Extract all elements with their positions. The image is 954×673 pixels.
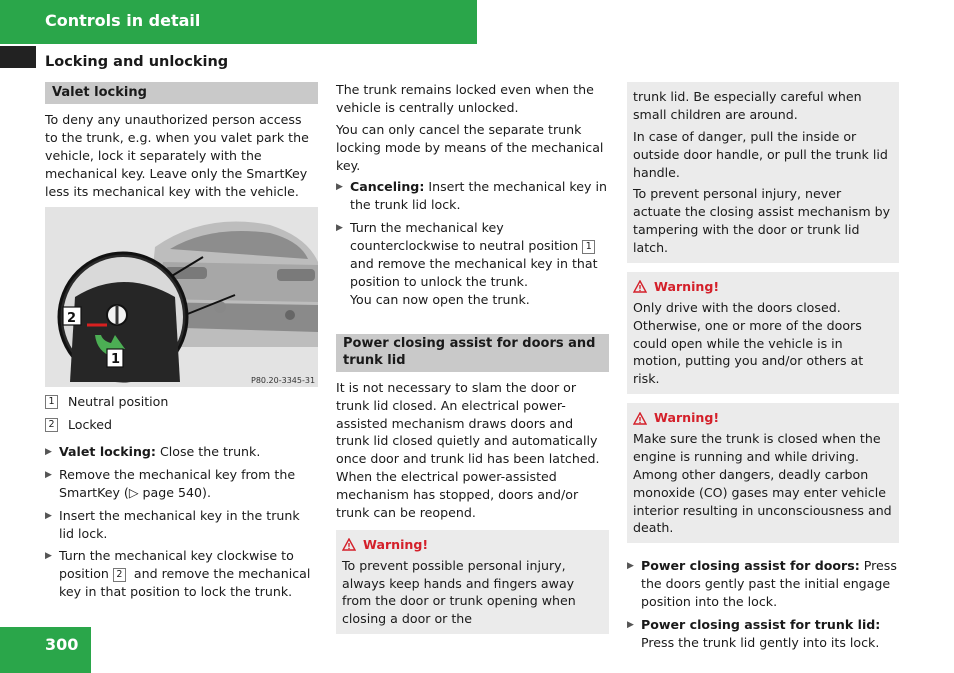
bullet-arrow-icon: ▶ (45, 447, 52, 457)
figure-code: P80.20-3345-31 (251, 376, 316, 385)
step-text: and remove the mechanical key in that position to unlock the trunk. (350, 255, 598, 289)
left-column (45, 82, 318, 205)
right-column (627, 82, 899, 657)
step-item (336, 219, 609, 308)
warning-label: Warning! (363, 536, 429, 552)
step-text: Turn the mechanical key clockwise to position (59, 548, 294, 582)
warning-title (633, 409, 893, 427)
middle-column-lower (336, 334, 609, 634)
legend-text: Neutral position (68, 394, 169, 409)
step-item (45, 507, 318, 543)
section-marker (0, 46, 36, 68)
legend (45, 393, 318, 439)
warning-triangle-icon (342, 538, 356, 551)
warning-text: Only drive with the doors closed. Otherwise, one or more of the doors could open while the vehicle is in motion, putting you and/or others at risk. (633, 299, 864, 387)
section-title: Locking and unlocking (45, 54, 229, 70)
page-number: 300 (45, 635, 79, 654)
paragraph: It is not necessary to slam the door or trunk lid closed. An electrical power-assisted mechanism draws doors and trunk lid closed quietly and automatically once door and trunk lid has been latched. When the electrical power-assisted mechanism has stopped, doors and/or trunk can be reopend. (336, 379, 600, 520)
paragraph: In case of danger, pull the inside or outside door handle, or pull the trunk lid handle. (633, 128, 888, 180)
step-text: Turn the mechanical key counterclockwise to neutral position (350, 220, 583, 253)
legend-number: 2 (45, 418, 58, 432)
warning-title (342, 536, 603, 554)
legend-text: Locked (68, 416, 113, 432)
step-item (45, 547, 318, 601)
valet-locking-heading: Valet locking (45, 82, 318, 104)
warning-text: Make sure the trunk is closed when the engine is running and while driving. Among other dangers, deadly carbon monoxide (CO) gases may enter vehicle interior resulting in unconsciousness and death. (633, 431, 892, 536)
warning-title (633, 278, 893, 296)
step-text: Remove the mechanical key from the SmartKey (▷ page 540). (59, 466, 296, 500)
warning-continued-box (627, 82, 899, 263)
step-text: Close the trunk. (155, 444, 261, 459)
valet-intro: To deny any unauthorized person access to the trunk, e.g. when you valet park the vehicle, lock it separately with the mechanical key. Leave only the SmartKey less its mechanical key with the vehicle. (45, 112, 309, 199)
step-item (627, 616, 899, 652)
power-closing-heading: Power closing assist for doors and trunk lid (336, 334, 609, 372)
step-item (627, 557, 899, 611)
step-item (45, 466, 318, 502)
chapter-title: Controls in detail (45, 11, 201, 30)
step-item (336, 178, 609, 214)
warning-label: Warning! (654, 410, 720, 426)
valet-steps (45, 443, 318, 606)
step-text: Press the doors gently past the initial engage position into the lock. (641, 558, 897, 609)
warning-label: Warning! (654, 278, 720, 294)
warning-box (627, 272, 899, 394)
step-result: You can now open the trunk. (350, 291, 530, 307)
step-text: Insert the mechanical key in the trunk lid lock. (59, 507, 300, 541)
step-label: Power closing assist for doors: (641, 558, 860, 574)
warning-box (627, 403, 899, 543)
svg-text:1: 1 (111, 352, 121, 367)
step-label: Power closing assist for trunk lid: (641, 616, 881, 632)
step-item (45, 443, 318, 461)
legend-number: 1 (45, 395, 58, 409)
position-number: 2 (113, 568, 126, 582)
svg-text:2: 2 (67, 311, 77, 326)
step-text: Press the trunk lid gently into its lock. (641, 634, 880, 650)
step-text: Insert the mechanical key in the trunk lid lock. (350, 179, 607, 213)
step-label: Valet locking: (59, 444, 156, 459)
bullet-arrow-icon: ▶ (45, 469, 52, 480)
warning-box (336, 530, 609, 634)
paragraph: To prevent personal injury, never actuate the closing assist mechanism by tampering with the door or trunk lid latch. (633, 186, 891, 255)
bullet-arrow-icon: ▶ (45, 510, 52, 521)
bullet-arrow-icon: ▶ (336, 223, 343, 234)
warning-triangle-icon (633, 412, 647, 425)
bullet-arrow-icon: ▶ (627, 561, 634, 572)
bullet-arrow-icon: ▶ (45, 551, 52, 562)
warning-text: To prevent possible personal injury, always keep hands and fingers away from the door or trunk opening when closing a door or the (342, 557, 576, 627)
legend-item (45, 393, 318, 411)
legend-item (45, 416, 318, 434)
bullet-arrow-icon: ▶ (336, 182, 343, 193)
car-rear-image (45, 207, 318, 387)
trunk-lock-illustration (45, 207, 318, 387)
bullet-arrow-icon: ▶ (627, 619, 634, 630)
warning-triangle-icon (633, 280, 647, 293)
step-text: and remove the mechanical key in that position to lock the trunk. (59, 566, 311, 600)
power-closing-steps (627, 557, 899, 651)
paragraph: You can only cancel the separate trunk locking mode by means of the mechanical key. (336, 121, 604, 173)
middle-column (336, 81, 609, 314)
position-number: 1 (582, 240, 595, 254)
step-label: Canceling: (350, 179, 425, 195)
paragraph: The trunk remains locked even when the vehicle is centrally unlocked. (336, 82, 594, 115)
paragraph: trunk lid. Be especially careful when small children are around. (633, 89, 862, 122)
